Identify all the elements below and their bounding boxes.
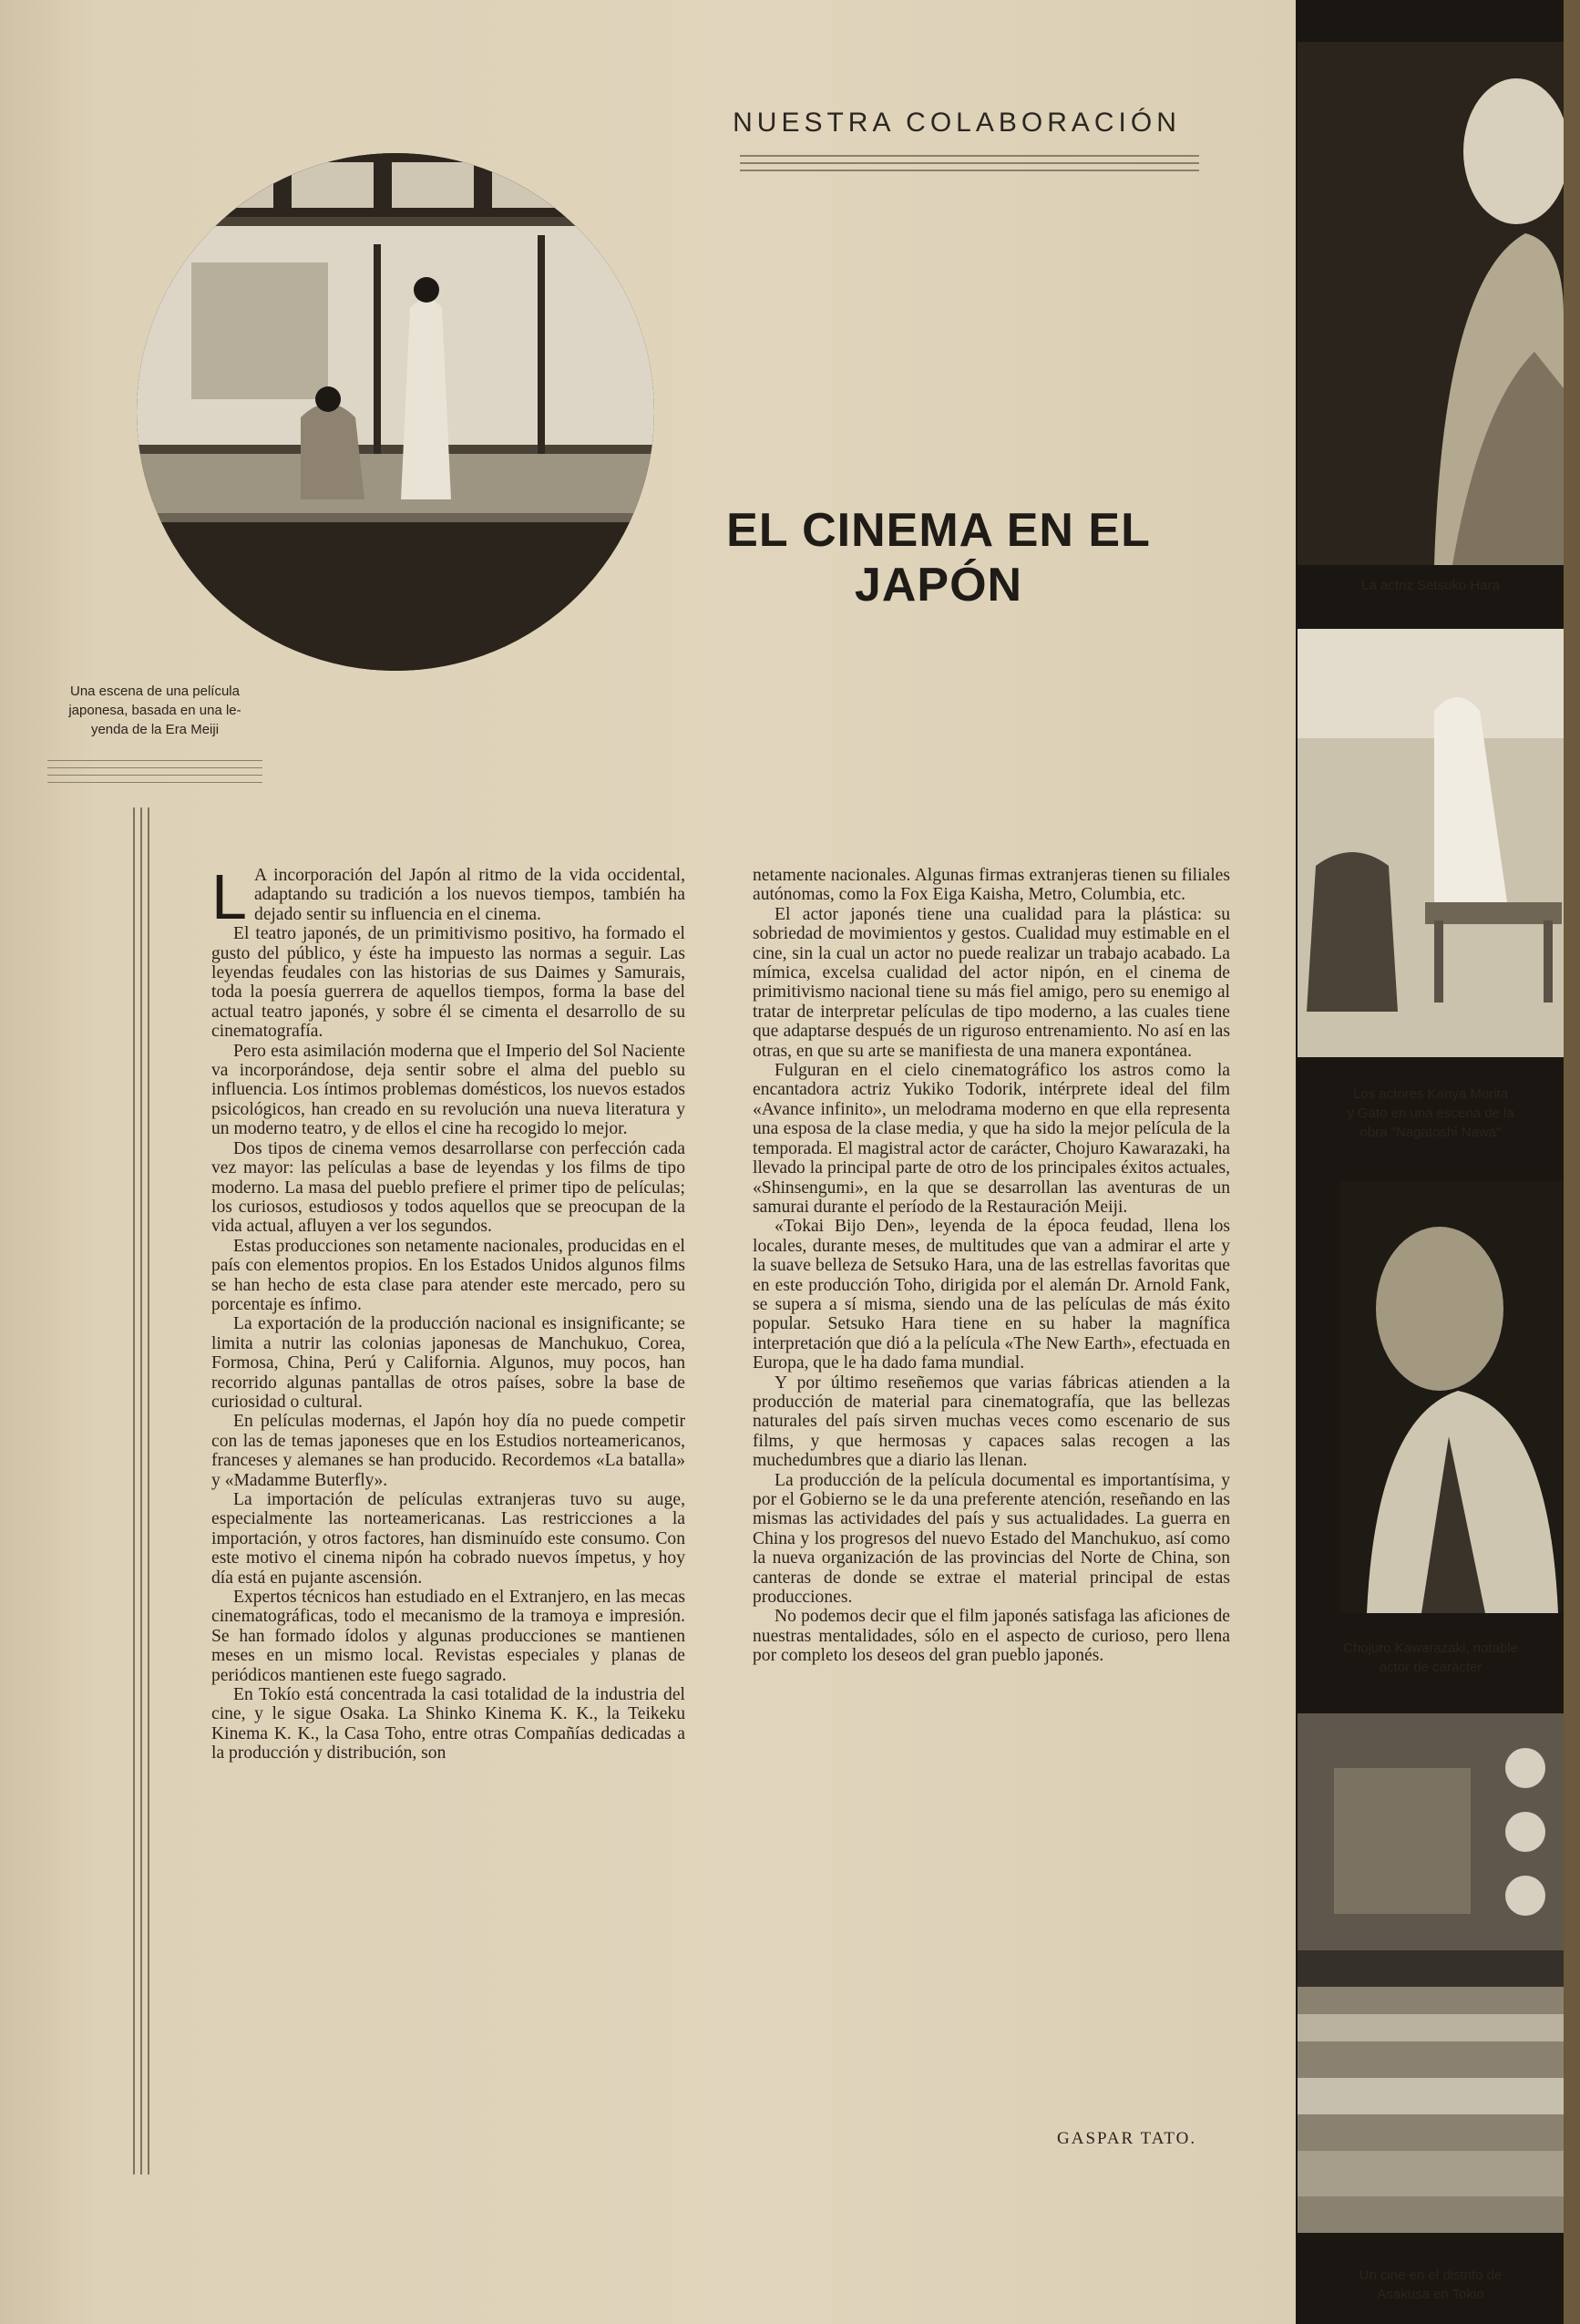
paragraph: El actor japonés tiene una cualidad para la plástica: su sobriedad de movimientos y gestos. Cualidad muy estimable en el cine, sin la cual un actor no puede realizar un trabajo acabado. La mímica, excelsa cualidad del actor nipón, en el cinema de primitivismo nacional tiene su más fiel amigo, pero su enemigo al tratar de interpretar películas de tipo moderno, a las cuales tiene que adaptarse después de un riguroso entrenamiento. No así en las otras, en que su arte se manifiesta de una manera expontánea. [753, 904, 1230, 1061]
paragraph: La exportación de la producción nacional es insignificante; se limita a nutrir las colonias japonesas de Manchukuo, Corea, Formosa, China, Perú y California. Algunos, muy pocos, han recorrido algunas pantallas de otros países, sobre la base de curiosidad o cultural. [211, 1314, 685, 1412]
drop-cap: L [211, 861, 247, 932]
column-rule [140, 807, 142, 2175]
caption-line: Chojuro Kawarazaki, notable [1343, 1640, 1518, 1656]
photo-kanya-morita-drawing [1298, 629, 1564, 1057]
article-title: EL CINEMA EN EL JAPÓN [726, 504, 1151, 612]
caption-line: Una escena de una película [70, 684, 240, 699]
heading-rule [740, 155, 1199, 157]
author-signature: GASPAR TATO. [1057, 2129, 1197, 2148]
photo-asakusa-cinema [1298, 1713, 1564, 2233]
caption-line: yenda de la Era Meiji [90, 722, 220, 737]
photo-kawarazaki-drawing [1339, 1181, 1564, 1613]
caption-rule [47, 767, 262, 768]
page-edge [1564, 0, 1580, 2324]
paragraph: En Tokío está concentrada la casi totalidad de la industria del cine, y le sigue Osaka. La Shinko Kinema K. K., la Teikeku Kinema K. K., la Casa Toho, entre otras Compañías dedicadas a la producción y distribución, son [211, 1685, 685, 1764]
caption-line: Los actores Kanya Morita [1352, 1086, 1509, 1102]
paragraph: La producción de la película documental es importantísima, y por el Gobierno se le da una preferente atención, reseñando en las mismas las actividades del país y sus actualidades. La guerra en China y los progresos del nuevo Estado del Manchukuo, así como la nueva organización de las provincias del Norte de China, son canteras de donde se extrae el material principal de estas producciones. [753, 1470, 1230, 1608]
paragraph: Dos tipos de cinema vemos desarrollarse con perfección cada vez mayor: las películas a base de leyendas y los films de tipo moderno. La masa del pueblo prefiere el primer tipo de películas; los curiosos, estudiosos y todos aquellos que se preocupan de la vida actual, afluyen a ver los segundos. [211, 1138, 685, 1237]
section-heading: NUESTRA COLABORACIÓN [733, 108, 1181, 138]
paragraph: No podemos decir que el film japonés satisfaga las aficiones de nuestras mentalidades, sólo en el aspecto de curioso, pero llena por completo los deseos del gran pueblo japonés. [753, 1607, 1230, 1666]
caption-line: Un cine en el distrito de [1359, 2267, 1503, 2283]
heading-rule [740, 170, 1199, 171]
photo-kanya-morita [1298, 629, 1564, 1057]
paragraph: «Tokai Bijo Den», leyenda de la época feudad, llena los locales, durante meses, de multitudes que van a admirar el arte y la suave belleza de Setsuko Hara, una de las estrellas favoritas que en este producción Toho, dirigida por el alemán Dr. Arnold Fank, se supera a sí misma, siendo una de las películas de más éxito popular. Setsuko Hara tiene en su haber la magnífica interpretación que dió a la película «The New Earth», efectuada en Europa, que le ha dado fama mundial. [753, 1217, 1230, 1373]
paragraph: Y por último reseñemos que varias fábricas atienden a la producción de material para cinematografía, que las bellezas naturales del país sirven muchas veces como escenario de sus films, y que hermosas y capaces salas recogen a las muchedumbres que a diario las llenan. [753, 1373, 1230, 1471]
scene-photo-drawing [137, 153, 654, 671]
column-rule [133, 807, 135, 2175]
paragraph-text: A incorporación del Japón al ritmo de la vida occidental, adaptando su tradición a los nuevos tiempos, también ha dejado sentir su influencia en el cinema. [253, 866, 685, 924]
caption-line: Asakusa en Tokio [1377, 2287, 1484, 2302]
scene-photo [137, 153, 654, 671]
caption-morita [1298, 1085, 1564, 1142]
paragraph [211, 861, 685, 932]
caption-line: japonesa, basada en una le- [68, 703, 241, 718]
paragraph: Fulguran en el cielo cinematográfico los astros como la encantadora actriz Yukiko Todorik, intérprete ideal del film «Avance infinito», un melodrama moderno en que ella representa una esposa de la clase media, y que ha sido la mejor película de la temporada. El magistral actor de carácter, Chojuro Kawarazaki, ha llevado la principal parte de otro de los principales éxitos actuales, «Shinsengumi», en la que se desarrollan las aventuras de un samurai durante el período de la Restauración Meiji. [753, 1061, 1230, 1217]
photo-setsuko-hara-drawing [1298, 42, 1564, 565]
photo-setsuko-hara [1298, 42, 1564, 565]
paragraph: La importación de películas extranjeras tuvo su auge, especialmente las norteamericanas. Las restricciones a la importación, y otros factores, han disminuído este consumo. Con este motivo el cinema nipón ha cobrado nuevos ímpetus, y hoy día está en pujante ascensión. [211, 1490, 685, 1588]
caption-line: actor de carácter [1379, 1660, 1483, 1675]
article-column-1 [211, 861, 685, 1764]
caption-rule [47, 782, 262, 783]
paragraph: Pero esta asimilación moderna que el Imperio del Sol Naciente va incorporándose, deja sentir sobre el alma del pueblo su influencia. Los íntimos problemas domésticos, los nuevos estados psicológicos, han creado en su revolución una nueva literatura y un moderno teatro, y de ellos el cine ha recogido lo mejor. [211, 1041, 685, 1139]
caption-hara: La actriz Setsuko Hara [1361, 578, 1500, 593]
photo-asakusa-drawing [1298, 1713, 1564, 2233]
caption-rule [47, 760, 262, 761]
paragraph: netamente nacionales. Algunas firmas extranjeras tienen su filiales autónomas, como la Fox Eiga Kaisha, Metro, Columbia, etc. [753, 866, 1230, 905]
column-rule [148, 807, 149, 2175]
caption-line: obra "Nagatoshi Nawa" [1359, 1125, 1502, 1140]
photo-chojuro-kawarazaki [1339, 1181, 1564, 1613]
article-column-2 [753, 866, 1230, 1666]
caption-kawarazaki [1298, 1639, 1564, 1677]
paragraph: Estas producciones son netamente nacionales, producidas en el país con elementos propios. En los Estados Unidos algunos films se han hecho de esta clase para atender este mercado, pero su porcentaje es ínfimo. [211, 1236, 685, 1314]
paragraph: El teatro japonés, de un primitivismo positivo, ha formado el gusto del público, y éste ha impuesto las normas a seguir. Las leyendas feudales con las historias de sus Daimes y Samurais, toda la poesía guerrera de aquellos tiempos, forma la base del actual teatro japonés, y sobre él se cimenta el desarrollo de su cinematografía. [211, 924, 685, 1042]
caption-rule [47, 775, 262, 776]
paragraph: En películas modernas, el Japón hoy día no puede competir con las de temas japoneses que en los Estudios norteamericanos, franceses y alemanes se han producido. Recordemos «La batalla» y «Madamme Buterfly». [211, 1412, 685, 1490]
paragraph: Expertos técnicos han estudiado en el Extranjero, en las mecas cinematográficas, todo el mecanismo de la tramoya e impresión. Se han formado ídolos y algunas producciones se mantienen meses en un mismo local. Revistas especiales y planas de periódicos mantienen este fuego sagrado. [211, 1588, 685, 1685]
caption-scene [36, 682, 273, 739]
caption-asakusa [1298, 2266, 1564, 2304]
caption-line: y Gato en una escena de la [1347, 1105, 1514, 1121]
heading-rule [740, 162, 1199, 164]
